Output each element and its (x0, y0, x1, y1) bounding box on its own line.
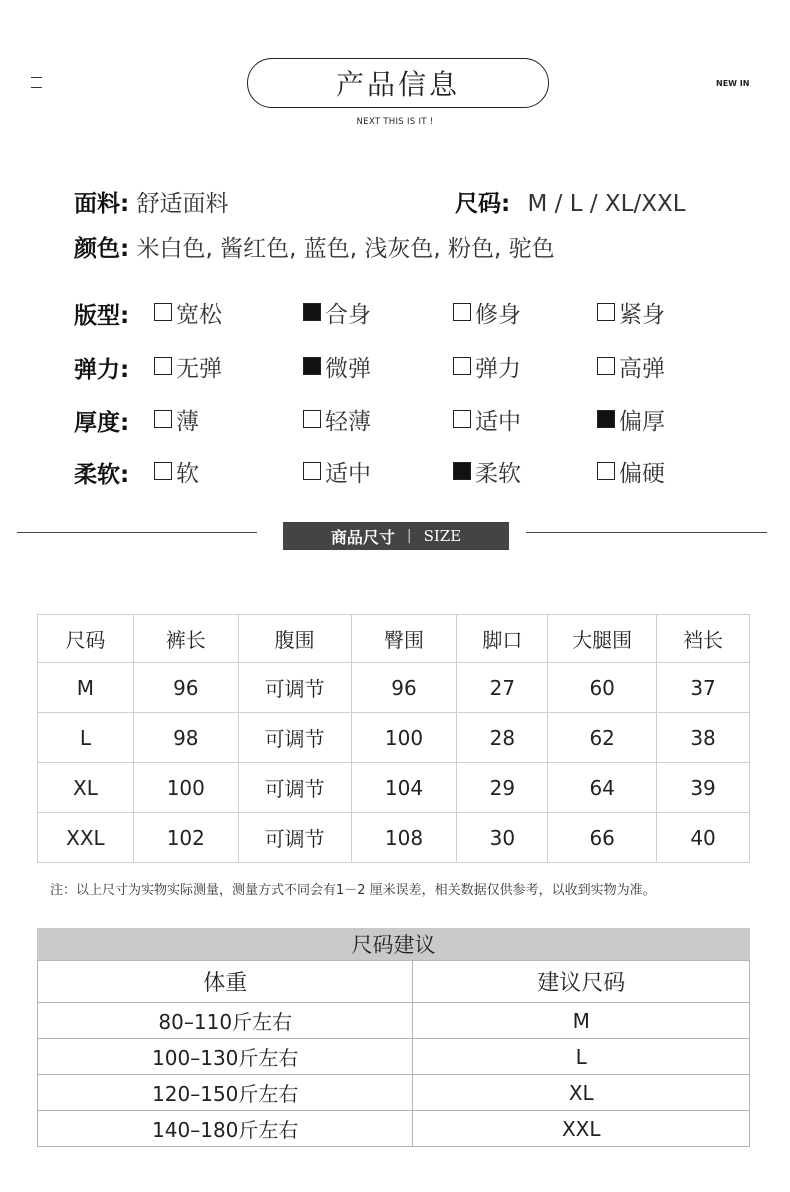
attribute-row (74, 297, 774, 327)
unchecked-box-icon (154, 357, 172, 375)
table-cell: L (413, 1039, 750, 1075)
table-cell: 裤长 (133, 615, 238, 663)
table-cell: 120–150斤左右 (38, 1075, 413, 1111)
checked-box-icon (597, 410, 615, 428)
color-value: 米白色, 酱红色, 蓝色, 浅灰色, 粉色, 驼色 (136, 236, 555, 262)
unchecked-box-icon (597, 357, 615, 375)
attribute-option (303, 404, 371, 434)
attribute-option-label: 无弹 (176, 355, 222, 382)
table-cell: 建议尺码 (413, 961, 750, 1003)
unchecked-box-icon (303, 462, 321, 480)
attribute-option-label: 弹力 (475, 355, 521, 382)
measurement-note: 注：以上尺寸为实物实际测量，测量方式不同会有1－2 厘米误差，相关数据仅供参考，以收到实物为准。 (50, 883, 656, 898)
table-cell: 30 (457, 813, 548, 863)
menu-icon[interactable] (31, 77, 42, 88)
table-cell: 可调节 (238, 813, 351, 863)
attribute-option-label: 修身 (475, 301, 521, 328)
table-cell: 腹围 (238, 615, 351, 663)
table-cell: 体重 (38, 961, 413, 1003)
attribute-option (597, 297, 665, 327)
attribute-option-label: 适中 (475, 408, 521, 435)
attribute-label: 厚度: (74, 410, 130, 436)
attribute-option (597, 404, 665, 434)
table-cell: 脚口 (457, 615, 548, 663)
table-cell: 62 (548, 713, 657, 763)
table-row (38, 713, 750, 763)
unchecked-box-icon (154, 462, 172, 480)
new-in-label: NEW IN (716, 79, 750, 88)
table-cell: 98 (133, 713, 238, 763)
table-cell: 29 (457, 763, 548, 813)
attribute-option-label: 薄 (176, 408, 199, 435)
unchecked-box-icon (453, 303, 471, 321)
attribute-option (453, 297, 521, 327)
page-title: 产品信息 (247, 58, 549, 108)
attribute-option (453, 456, 521, 486)
fabric-label: 面料: (74, 191, 130, 217)
table-row (38, 813, 750, 863)
table-cell: 102 (133, 813, 238, 863)
table-cell: 28 (457, 713, 548, 763)
unchecked-box-icon (303, 410, 321, 428)
table-cell: XXL (413, 1111, 750, 1147)
checked-box-icon (303, 303, 321, 321)
table-cell: 39 (657, 763, 750, 813)
size-table (37, 614, 750, 863)
size-recommendation-title: 尺码建议 (37, 928, 750, 960)
size-banner-zh: 商品尺寸 (330, 527, 395, 547)
attribute-option (597, 456, 665, 486)
attribute-option-label: 高弹 (619, 355, 665, 382)
table-row (38, 663, 750, 713)
table-cell: 27 (457, 663, 548, 713)
table-cell: 38 (657, 713, 750, 763)
attribute-option (154, 351, 222, 381)
attribute-option-label: 轻薄 (325, 408, 371, 435)
unchecked-box-icon (597, 462, 615, 480)
table-cell: 37 (657, 663, 750, 713)
size-range-label: 尺码: (455, 191, 511, 217)
color-info (74, 230, 555, 263)
fabric-info (74, 185, 229, 218)
attribute-label: 柔软: (74, 462, 130, 488)
size-banner-separator: | (406, 528, 412, 544)
table-row (38, 763, 750, 813)
color-label: 颜色: (74, 236, 130, 262)
size-recommendation-table (37, 960, 750, 1147)
checked-box-icon (453, 462, 471, 480)
table-cell: 臀围 (351, 615, 457, 663)
table-cell: 40 (657, 813, 750, 863)
table-cell: 尺码 (38, 615, 134, 663)
table-cell: 66 (548, 813, 657, 863)
attribute-option (303, 297, 371, 327)
table-cell: 60 (548, 663, 657, 713)
attribute-option-label: 偏硬 (619, 460, 665, 487)
table-cell: 大腿围 (548, 615, 657, 663)
table-cell: 可调节 (238, 763, 351, 813)
size-banner-en: SIZE (423, 527, 462, 545)
table-cell: 100–130斤左右 (38, 1039, 413, 1075)
table-cell: 裆长 (657, 615, 750, 663)
attribute-option (154, 297, 222, 327)
attribute-option-label: 合身 (325, 301, 371, 328)
table-header-row (38, 961, 750, 1003)
table-cell: 96 (133, 663, 238, 713)
table-cell: 100 (133, 763, 238, 813)
table-row (38, 1075, 750, 1111)
table-cell: XL (413, 1075, 750, 1111)
attribute-option-label: 紧身 (619, 301, 665, 328)
attribute-row (74, 456, 774, 486)
attribute-option-label: 微弹 (325, 355, 371, 382)
divider-right (526, 532, 767, 533)
page-subtitle: NEXT THIS IS IT ! (356, 117, 434, 127)
unchecked-box-icon (453, 357, 471, 375)
unchecked-box-icon (154, 410, 172, 428)
attribute-option-label: 适中 (325, 460, 371, 487)
attribute-label: 弹力: (74, 357, 130, 383)
table-cell: 80–110斤左右 (38, 1003, 413, 1039)
attribute-option (303, 456, 371, 486)
attribute-label: 版型: (74, 303, 130, 329)
table-row (38, 1111, 750, 1147)
table-cell: 可调节 (238, 663, 351, 713)
size-banner (283, 522, 509, 550)
table-header-row (38, 615, 750, 663)
table-cell: M (413, 1003, 750, 1039)
table-row (38, 1039, 750, 1075)
table-cell: XL (38, 763, 134, 813)
table-cell: XXL (38, 813, 134, 863)
checked-box-icon (303, 357, 321, 375)
attribute-option (303, 351, 371, 381)
table-cell: L (38, 713, 134, 763)
attribute-option (453, 351, 521, 381)
table-cell: 140–180斤左右 (38, 1111, 413, 1147)
divider-left (17, 532, 257, 533)
attribute-option (453, 404, 521, 434)
table-cell: 104 (351, 763, 457, 813)
fabric-value: 舒适面料 (136, 191, 229, 217)
unchecked-box-icon (597, 303, 615, 321)
table-cell: 96 (351, 663, 457, 713)
table-cell: 108 (351, 813, 457, 863)
attribute-option (154, 404, 199, 434)
attribute-row (74, 404, 774, 434)
table-row (38, 1003, 750, 1039)
attribute-row (74, 351, 774, 381)
attribute-option (154, 456, 199, 486)
attribute-option-label: 柔软 (475, 460, 521, 487)
unchecked-box-icon (154, 303, 172, 321)
attribute-option-label: 宽松 (176, 301, 222, 328)
table-cell: M (38, 663, 134, 713)
size-range-value: M / L / XL/XXL (527, 191, 686, 217)
table-cell: 64 (548, 763, 657, 813)
table-cell: 可调节 (238, 713, 351, 763)
attribute-option-label: 软 (176, 460, 199, 487)
size-range-info (455, 185, 686, 218)
attribute-option (597, 351, 665, 381)
unchecked-box-icon (453, 410, 471, 428)
table-cell: 100 (351, 713, 457, 763)
attribute-option-label: 偏厚 (619, 408, 665, 435)
